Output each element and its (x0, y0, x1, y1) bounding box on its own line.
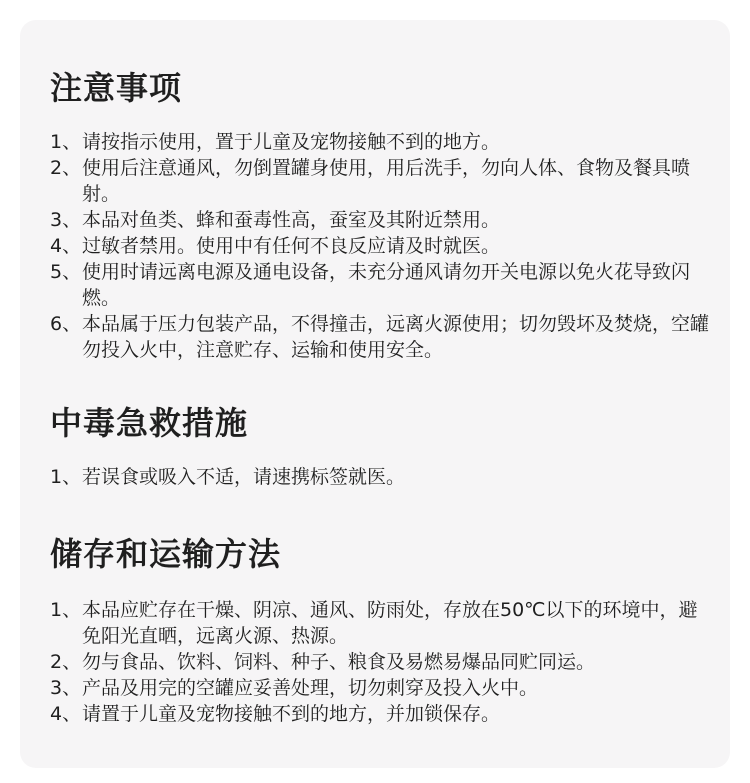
storage-heading: 储存和运输方法 (50, 535, 282, 573)
first-aid-section (50, 403, 710, 490)
list-item: 2、 使用后注意通风，勿倒置罐身使用，用后洗手，勿向人体、食物及餐具喷射。 (50, 157, 691, 205)
list-item: 1、 请按指示使用，置于儿童及宠物接触不到的地方。 (50, 131, 501, 153)
storage-list (50, 597, 710, 727)
list-item: 3、 产品及用完的空罐应妥善处理，切勿刺穿及投入火中。 (50, 677, 539, 699)
first-aid-list (50, 464, 710, 490)
precautions-list (50, 129, 710, 363)
precautions-heading: 注意事项 (50, 69, 183, 107)
list-item: 4、 请置于儿童及宠物接触不到的地方，并加锁保存。 (50, 703, 501, 725)
list-item: 4、 过敏者禁用。使用中有任何不良反应请及时就医。 (50, 235, 501, 257)
list-item: 1、 本品应贮存在干燥、阴凉、通风、防雨处，存放在50℃以下的环境中，避免阳光直晒，远离火源、热源。 (50, 599, 698, 647)
list-item: 2、 勿与食品、饮料、饲料、种子、粮食及易燃易爆品同贮同运。 (50, 651, 596, 673)
precautions-section (50, 68, 710, 363)
list-item: 5、 使用时请远离电源及通电设备，未充分通风请勿开关电源以免火花导致闪燃。 (50, 261, 691, 309)
first-aid-heading: 中毒急救措施 (50, 404, 249, 442)
storage-section (50, 534, 710, 727)
list-item: 1、 若误食或吸入不适，请速携标签就医。 (50, 466, 406, 488)
list-item: 6、 本品属于压力包装产品，不得撞击，远离火源使用；切勿毁坏及焚烧，空罐勿投入火中，注意贮存、运输和使用安全。 (50, 313, 710, 361)
list-item: 3、 本品对鱼类、蜂和蚕毒性高，蚕室及其附近禁用。 (50, 209, 501, 231)
instructions-card (20, 20, 730, 768)
